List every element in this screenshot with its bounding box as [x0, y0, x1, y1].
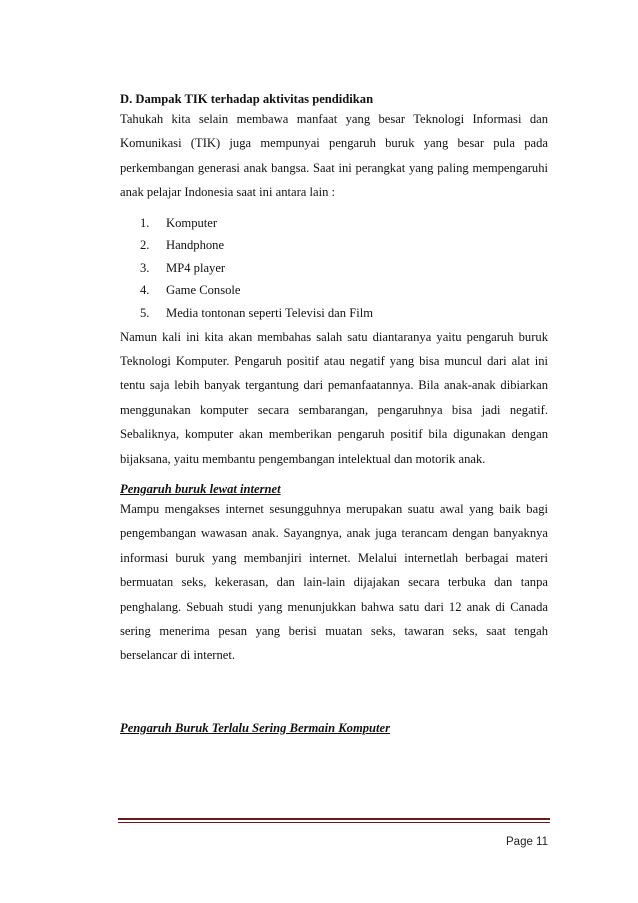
footer-divider [118, 818, 550, 820]
page-number: Page 11 [506, 836, 548, 848]
list-item [120, 279, 548, 302]
discussion-paragraph: Namun kali ini kita akan membahas salah satu diantaranya yaitu pengaruh buruk Teknologi Komputer. Pengaruh positif atau negatif yang bisa muncul dari alat ini tentu saja lebih banyak tergantung dari pemanfaatannya. Bila anak-anak dibiarkan menggunakan komputer secara sembarangan, pengaruhnya bisa jadi negatif. Sebaliknya, komputer akan memberikan pengaruh positif bila digunakan dengan bijaksana, yaitu membantu pengembangan intelektual dan motorik anak. [120, 329, 548, 466]
list-item-text: Media tontonan seperti Televisi dan Film [166, 306, 373, 320]
list-item-text: Game Console [166, 283, 241, 298]
list-item [120, 212, 548, 235]
device-list [120, 212, 548, 325]
list-item-number: 4. [140, 283, 150, 298]
list-item [120, 302, 548, 325]
section-heading: D. Dampak TIK terhadap aktivitas pendidikan [120, 92, 374, 106]
list-item-number: 2. [140, 238, 150, 253]
page-content [120, 91, 548, 736]
list-item-text: MP4 player [166, 260, 226, 275]
list-item [120, 257, 548, 280]
footer-divider-thin [118, 822, 550, 823]
intro-paragraph: Tahukah kita selain membawa manfaat yang besar Teknologi Informasi dan Komunikasi (TIK) juga mempunyai pengaruh buruk yang besar pula pada perkembangan generasi anak bangsa. Saat ini perangkat yang paling mempengaruhi anak pelajar Indonesia saat ini antara lain : [120, 112, 548, 200]
list-item-number: 5. [140, 306, 150, 320]
list-item-text: Komputer [166, 215, 218, 230]
list-item-text: Handphone [166, 238, 225, 253]
list-item-number: 3. [140, 260, 150, 275]
subsection-title-computer: Pengaruh Buruk Terlalu Sering Bermain Komputer [120, 720, 391, 735]
subsection-title-internet: Pengaruh buruk lewat internet [120, 482, 281, 497]
internet-paragraph: Mampu mengakses internet sesungguhnya merupakan suatu awal yang baik bagi pengembangan wawasan anak. Sayangnya, anak juga terancam dengan banyaknya informasi buruk yang membanjiri internet. Melalui internetlah berbagai materi bermuatan seks, kekerasan, dan lain-lain dijajakan secara terbuka dan tanpa penghalang. Sebuah studi yang menunjukkan bahwa satu dari 12 anak di Canada sering menerima pesan yang berisi muatan seks, tawaran seks, saat tengah berselancar di internet. [120, 502, 548, 663]
list-item-number: 1. [140, 215, 150, 230]
list-item [120, 234, 548, 257]
